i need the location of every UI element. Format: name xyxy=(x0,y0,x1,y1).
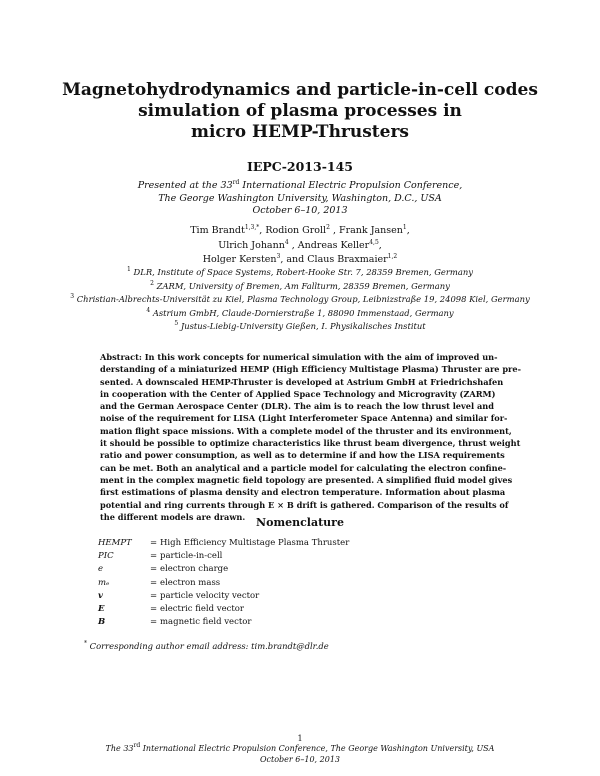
abstract-line: derstanding of a miniaturized HEMP (High Efficiency Multistage Plasma) Thruster are pre- xyxy=(100,364,521,375)
affiliation: $^3$ Christian-Albrechts-Universität zu Kiel, Plasma Technology Group, Leibnizstraße 19, 24098 Kiel, Germany xyxy=(70,293,530,305)
title-line: Magnetohydrodynamics and particle-in-cell codes xyxy=(62,80,538,100)
nomenclature-description: electron mass xyxy=(160,577,221,588)
conference-line-1: Presented at the 33rd International Electric Propulsion Conference, xyxy=(137,179,463,191)
paper-title xyxy=(60,80,540,143)
abstract-line: sented. A downscaled HEMP-Thruster is developed at Astrium GmbH at Friedrichshafen xyxy=(100,376,504,387)
abstract-line: can be met. Both an analytical and a particle model for calculating the electron confine- xyxy=(100,462,507,473)
page-footer xyxy=(0,744,600,765)
page-number: 1 xyxy=(297,734,303,743)
conference-line-2: The George Washington University, Washington, D.C., USA xyxy=(158,192,442,204)
abstract-line: it should be possible to optimize characteristics like thrust beam divergence, thrust weight xyxy=(100,438,521,449)
abstract-line: the different models are drawn. xyxy=(100,511,246,522)
nomenclature-heading: Nomenclature xyxy=(256,516,344,529)
footer-line-2: October 6–10, 2013 xyxy=(259,754,340,764)
nomenclature-description: magnetic field vector xyxy=(160,617,252,628)
author-line-1: Tim Brandt$^{1,3,*}$, Rodion Groll$^2$ , Frank Jansen$^1$, xyxy=(190,224,410,236)
abstract-line: ratio and power consumption, as well as to determine if and how the LISA requirements xyxy=(100,450,505,461)
title-line: micro HEMP-Thrusters xyxy=(190,122,410,142)
abstract-line: noise of the requirement for LISA (Light Interferometer Space Antenna) and similar for- xyxy=(100,413,508,424)
author-line-2: Ulrich Johann$^4$ , Andreas Keller$^{4,5}$, xyxy=(218,238,382,251)
nomenclature-description: particle-in-cell xyxy=(160,551,223,562)
nomenclature-symbol: E xyxy=(98,603,105,614)
abstract-line: in cooperation with the Center of Applied Space Technology and Microgravity (ZARM) xyxy=(100,388,496,399)
abstract-line: and the German Aerospace Center (DLR). The aim is to reach the low thrust level and xyxy=(100,401,494,412)
affiliation: $^4$ Astrium GmbH, Claude-Dornierstraße 1, 88090 Immenstaad, Germany xyxy=(146,306,454,318)
footnote: * Corresponding author email address: tim.brandt@dlr.de xyxy=(84,640,329,651)
nomenclature-row: e = electron charge xyxy=(98,563,349,576)
abstract-line: mation flight space missions. With a complete model of the thruster and its environment, xyxy=(100,425,512,436)
nomenclature-row: v = particle velocity vector xyxy=(98,590,349,603)
nomenclature-symbol: e xyxy=(98,564,104,575)
conference-line-3: October 6–10, 2013 xyxy=(252,205,348,216)
title-line: simulation of plasma processes in xyxy=(138,101,462,121)
nomenclature-row: B = magnetic field vector xyxy=(98,616,349,629)
nomenclature-row: mₑ = electron mass xyxy=(98,577,349,590)
affiliation: $^5$ Justus-Liebig-University Gießen, I. Physikalisches Institut xyxy=(174,320,426,332)
abstract xyxy=(100,351,521,523)
abstract-line: potential and ring currents through E × B drift is gathered. Comparison of the results of xyxy=(100,499,509,510)
nomenclature-row: PIC = particle-in-cell xyxy=(98,550,349,563)
abstract-line: first estimations of plasma density and electron temperature. Information about plasma xyxy=(100,487,506,498)
nomenclature-symbol: mₑ xyxy=(98,577,110,588)
author-list xyxy=(0,224,600,268)
nomenclature-row: HEMPT = High Efficiency Multistage Plasma Thruster xyxy=(98,537,349,550)
paper-code: IEPC-2013-145 xyxy=(247,159,353,174)
nomenclature-table xyxy=(98,537,349,629)
author-line-3: Holger Kersten$^3$, and Claus Braxmaier$^{1,2}$ xyxy=(202,253,398,265)
nomenclature-description: electric field vector xyxy=(160,603,244,614)
abstract-line: ment in the complex magnetic field topology are presented. A simplified fluid model gives xyxy=(100,474,513,485)
abstract-line: Abstract: In this work concepts for numerical simulation with the aim of improved un- xyxy=(100,352,498,362)
nomenclature-description: particle velocity vector xyxy=(160,590,260,601)
nomenclature-symbol: HEMPT xyxy=(98,538,132,548)
affiliation-list xyxy=(0,266,600,334)
nomenclature-row: E = electric field vector xyxy=(98,603,349,616)
conference-info xyxy=(0,180,600,218)
affiliation: $^2$ ZARM, University of Bremen, Am Fallturm, 28359 Bremen, Germany xyxy=(150,279,450,291)
nomenclature-symbol: B xyxy=(98,617,106,628)
nomenclature-description: High Efficiency Multistage Plasma Thruster xyxy=(160,538,350,548)
footer-line-1: The 33rd International Electric Propulsion Conference, The George Washington University, USA xyxy=(105,742,495,753)
nomenclature-symbol: v xyxy=(98,590,103,601)
nomenclature-symbol: PIC xyxy=(98,551,114,562)
affiliation: $^1$ DLR, Institute of Space Systems, Robert-Hooke Str. 7, 28359 Bremen, Germany xyxy=(127,266,473,277)
nomenclature-description: electron charge xyxy=(160,564,229,575)
